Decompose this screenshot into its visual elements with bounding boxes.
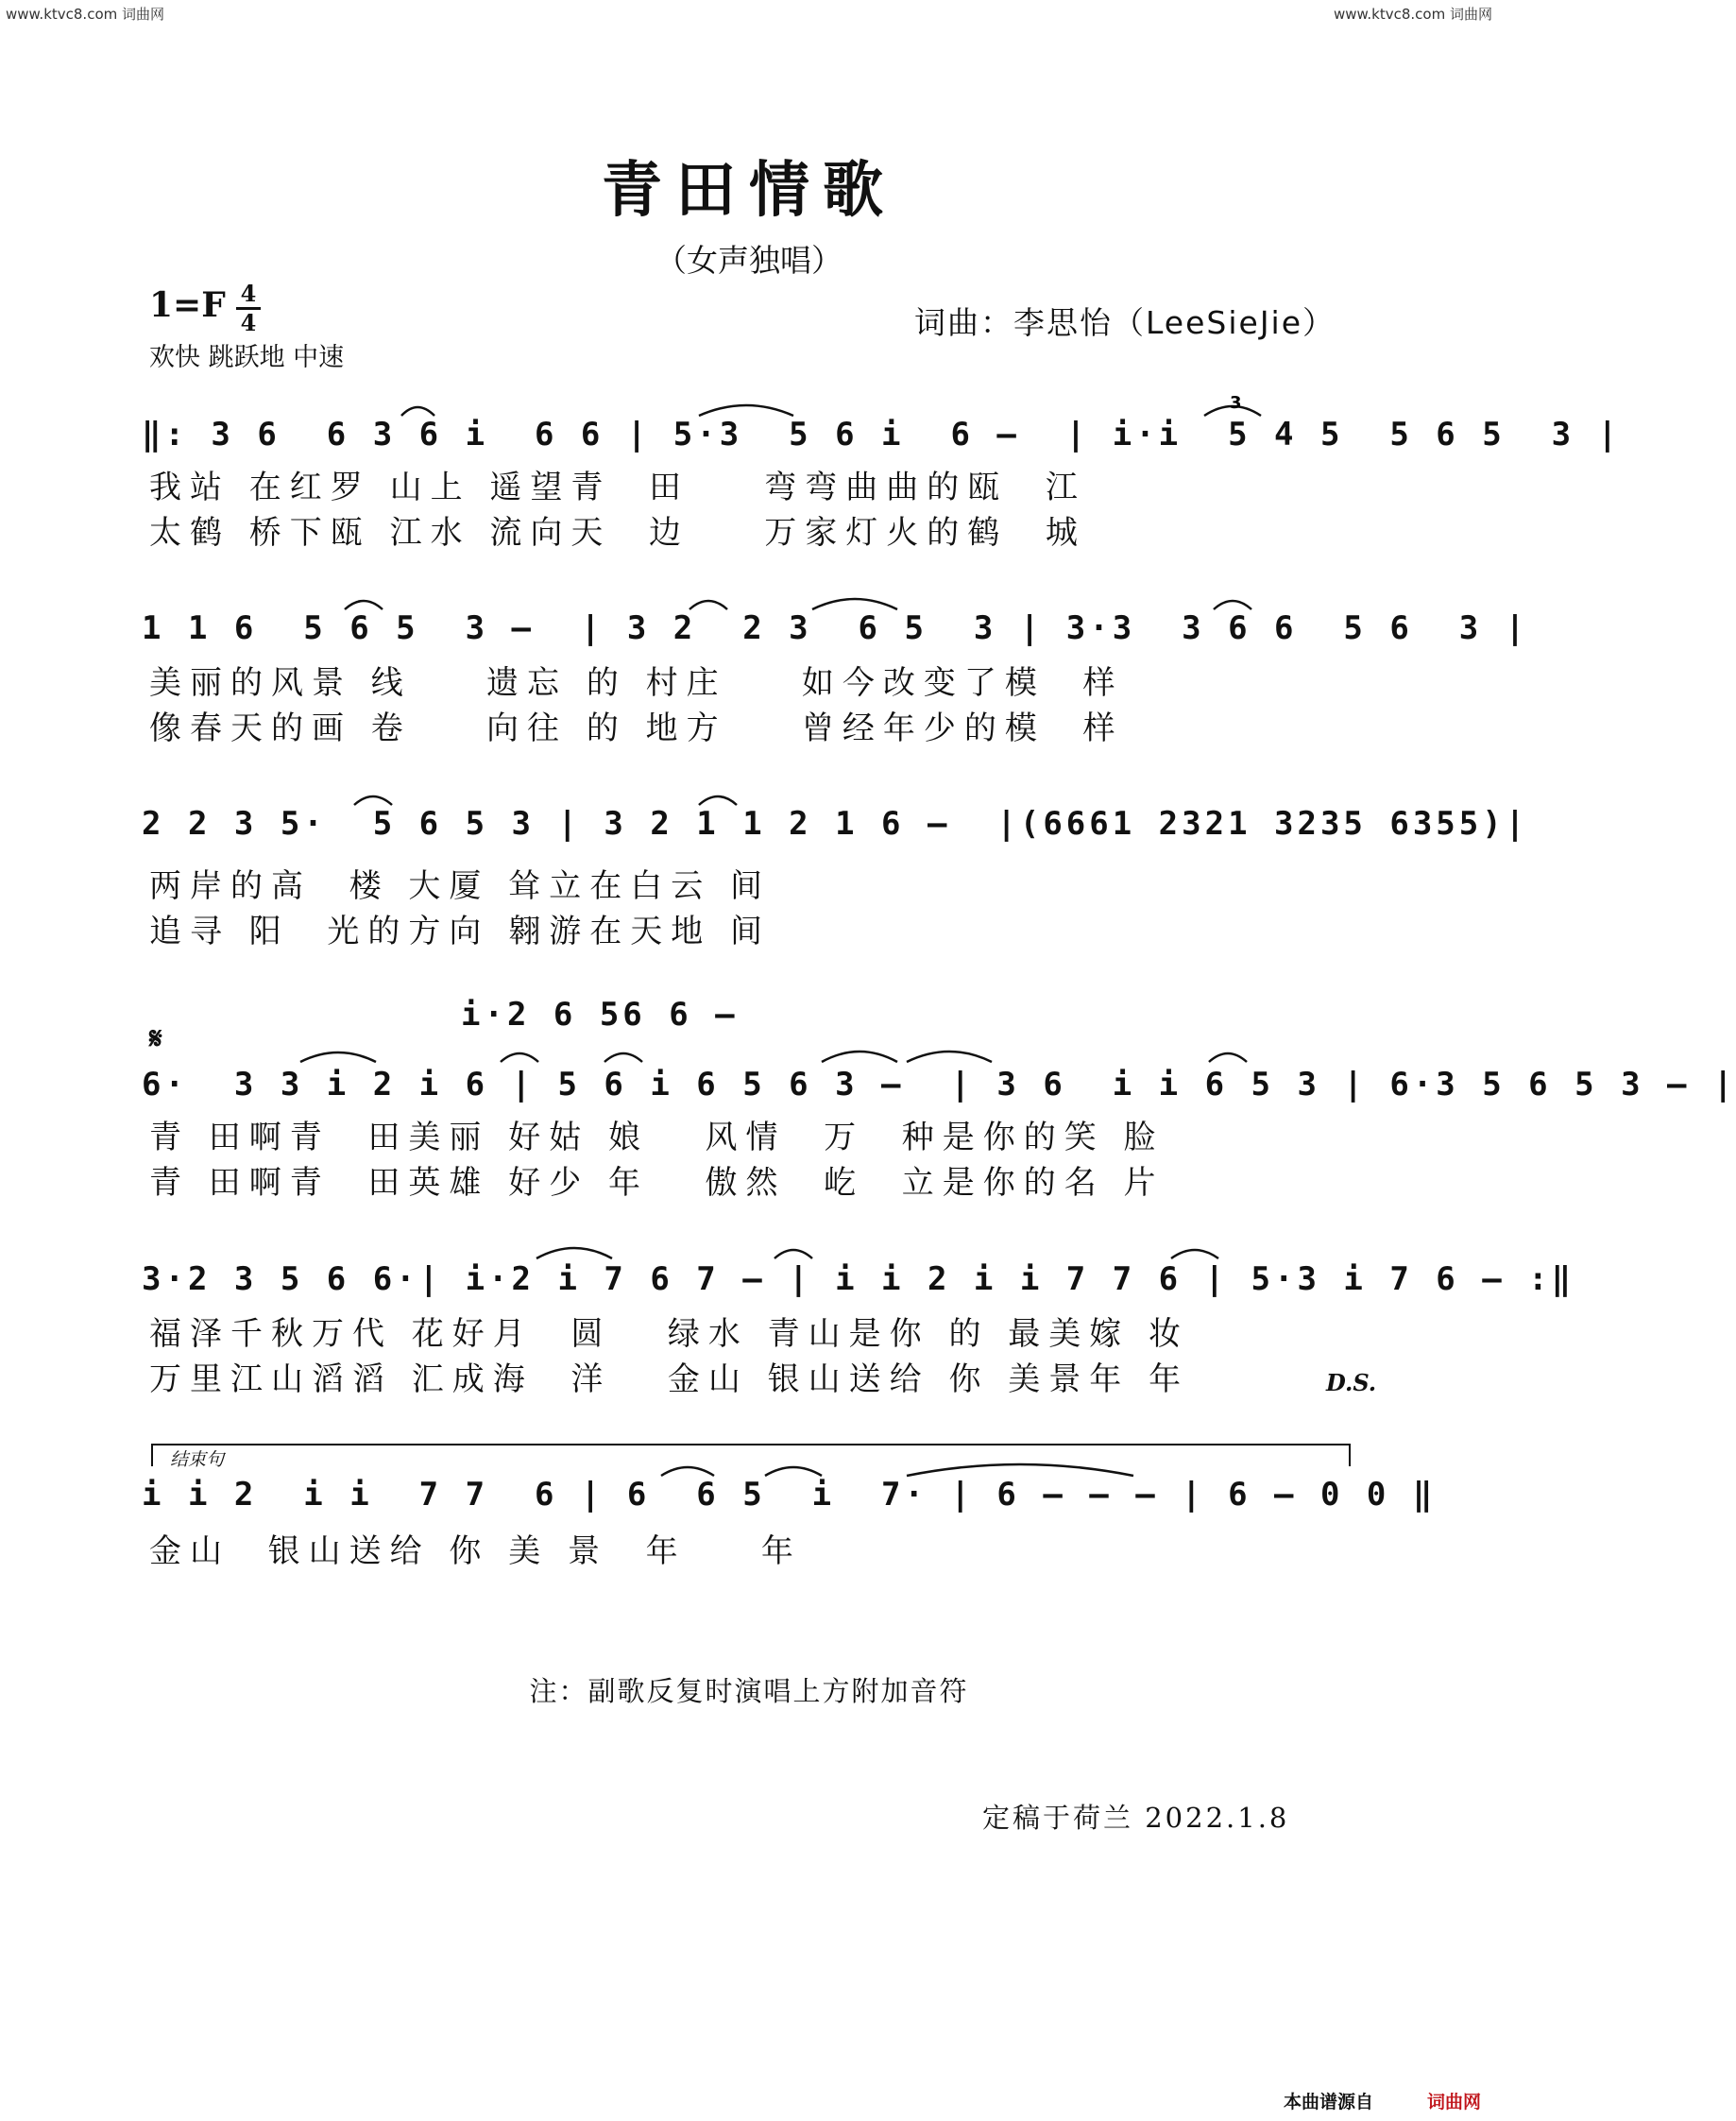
svg-text:3: 3 xyxy=(1230,393,1242,413)
lyrics-verse-1: 福泽千秋万代 花好月 圆 绿水 青山是你 的 最美嫁 妆 xyxy=(149,1315,1190,1353)
slur-marks-1 xyxy=(0,387,1498,425)
time-signature xyxy=(234,282,263,335)
dal-segno-marking: D.S. xyxy=(1326,1369,1377,1396)
lyrics-verse-2: 像春天的画 卷 向往 的 地方 曾经年少的模 样 xyxy=(149,710,1124,747)
score-system-3 xyxy=(142,805,1529,956)
lyrics-verse-2: 万里江山滔滔 汇成海 洋 金山 银山送给 你 美景年 年 xyxy=(149,1360,1190,1398)
footer-source-label: 本曲谱源自 xyxy=(1283,2092,1373,2112)
score-system-2 xyxy=(142,609,1529,761)
slur-marks-6 xyxy=(0,1445,1498,1483)
lyrics-verse-1: 美丽的风景 线 遗忘 的 村庄 如今改变了模 样 xyxy=(149,664,1124,702)
time-signature-top: 4 xyxy=(240,280,257,307)
performance-note: 注：副歌反复时演唱上方附加音符 xyxy=(529,1675,969,1707)
lyrics-verse-2: 青 田啊青 田英雄 好少 年 傲然 屹 立是你的名 片 xyxy=(149,1164,1165,1202)
completion-date: 定稿于荷兰 2022.1.8 xyxy=(982,1802,1290,1834)
slur-marks-2 xyxy=(0,581,1498,619)
slur-marks-5 xyxy=(0,1228,1498,1266)
ending-label: 结束句 xyxy=(170,1449,225,1470)
slur-marks-3 xyxy=(0,775,1498,812)
score-system-1 xyxy=(142,416,1622,567)
key-signature: 1=F xyxy=(149,285,226,325)
lyrics-verse-2: 太鹤 桥下瓯 江水 流向天 边 万家灯火的鹤 城 xyxy=(149,514,1086,552)
lyrics-verse-2: 追寻 阳 光的方向 翱游在天地 间 xyxy=(149,913,772,950)
alternate-notes-line: i·2 6 56 6 – xyxy=(461,996,739,1034)
tempo-marking: 欢快 跳跃地 中速 xyxy=(149,343,345,372)
notes-line: ‖: 3 6 6 3 6 i 6 6 | 5·3 5 6 i 6 – | i·i 5 4 5 5 6 5 3 | xyxy=(142,416,1622,453)
score-system-6 xyxy=(142,1476,1437,1589)
lyrics-verse-1: 我站 在红罗 山上 遥望青 田 弯弯曲曲的瓯 江 xyxy=(149,469,1086,506)
slur-marks-4 xyxy=(0,1030,1498,1068)
notes-line: 1 1 6 5 6 5 3 – | 3 2 2 3 6 5 3 | 3·3 3 6 6 5 6 3 | xyxy=(142,609,1529,647)
song-title: 青田情歌 xyxy=(602,155,896,226)
song-subtitle: （女声独唱） xyxy=(655,242,842,279)
lyrics-verse-1: 金山 银山送给 你 美 景 年 年 xyxy=(149,1532,802,1570)
segno-sign: 𝄋 xyxy=(149,1020,162,1056)
watermark-left: www.ktvc8.com 词曲网 xyxy=(6,6,165,23)
watermark-right: www.ktvc8.com 词曲网 xyxy=(1333,6,1492,23)
lyrics-verse-1: 两岸的高 楼 大厦 耸立在白云 间 xyxy=(149,867,772,905)
score-system-4 xyxy=(142,1066,1736,1217)
footer-site-logo: 词曲网 xyxy=(1426,2092,1481,2112)
notes-line: 6· 3 3 i 2 i 6 | 5 6 i 6 5 6 3 – | 3 6 i i 6 5 3 | 6·3 5 6 5 3 – | xyxy=(142,1066,1736,1103)
notes-line: i i 2 i i 7 7 6 | 6 6 5 i 7· | 6 – – – | 6 – 0 0 ‖ xyxy=(142,1476,1437,1514)
score-system-5 xyxy=(142,1260,1575,1411)
composer-credit: 词曲：李思怡（LeeSieJie） xyxy=(914,304,1336,341)
time-signature-bottom: 4 xyxy=(240,309,257,336)
lyrics-verse-1: 青 田啊青 田美丽 好姑 娘 风情 万 种是你的笑 脸 xyxy=(149,1119,1165,1156)
notes-line: 3·2 3 5 6 6·| i·2 i 7 6 7 – | i i 2 i i 7 7 6 | 5·3 i 7 6 – :‖ xyxy=(142,1260,1575,1298)
notes-line: 2 2 3 5· 5 6 5 3 | 3 2 1 1 2 1 6 – |(6661 2321 3235 6355)| xyxy=(142,805,1529,843)
